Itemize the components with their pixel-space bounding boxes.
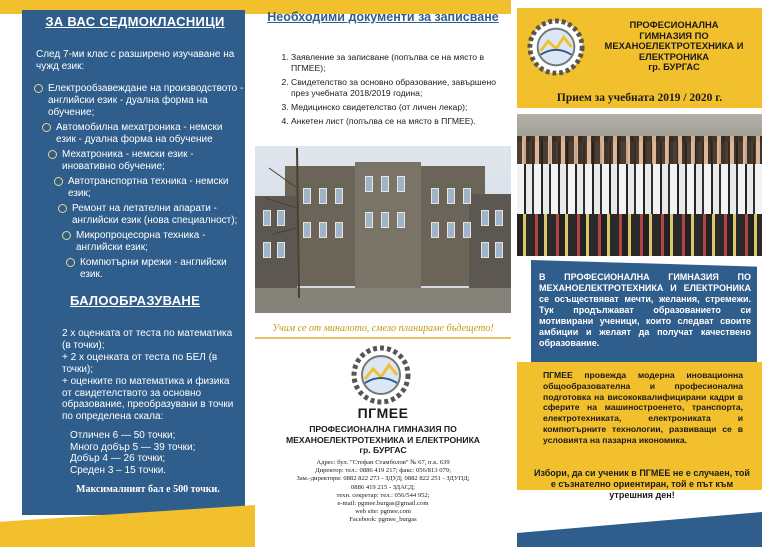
contact-line: web site: pgmee.com (355, 508, 411, 516)
document-item: 2. Свидетелство за основно образование, завършено през учебната 2018/2019 година; (291, 77, 505, 99)
program-item: Ремонт на летателни апарати - английски език (нова специалност); (26, 203, 244, 227)
document-item: 1. Заявление за записване (попълва се на място в ПГМЕЕ); (291, 52, 505, 74)
right-bottom-stripe (517, 512, 762, 547)
contact-line: e-mail: pgmee.burgas@gmail.com (337, 500, 429, 508)
building-image (285, 166, 485, 286)
middle-panel (255, 0, 511, 547)
circle-bullet-icon (54, 177, 63, 186)
scoring-rule: + оценките по математика и физика от свидетелството за основно образование, преобразувани в точки по определена скала: (62, 376, 234, 422)
contact-line: Директор: тел.: 0886 419 217; факс: 056/813 079; (315, 467, 451, 475)
tree-image (259, 148, 307, 298)
document-item: 4. Анкетен лист (попълва се на място в ПГМЕЕ). (291, 116, 505, 127)
slogan-text: Учим се от миналото, смело планираме бъдещето! (255, 319, 511, 339)
grade-scale (26, 430, 244, 476)
program-item: Микропроцесорна техника - английски език; (26, 230, 244, 254)
school-abbreviation: ПГМЕЕ (357, 405, 409, 421)
contact-line: Зам.-директори: 0882 822 273 - ЗДУД; 0882 822 251 - ЗДУПД; (296, 475, 470, 483)
school-title: ПРОФЕСИОНАЛНА ГИМНАЗИЯ ПО МЕХАНОЕЛЕКТРОТЕХНИКА И ЕЛЕКТРОНИКА гр. БУРГАС (604, 19, 744, 73)
closing-text: Избори, да си ученик в ПГМЕЕ не е случаен, той е съзнателно ориентиран, той е път към утрешния ден! (534, 468, 750, 500)
grade-scale-item: Среден 3 – 15 точки. (70, 464, 167, 476)
school-logo-icon (527, 18, 585, 76)
grade-scale-item: Добър 4 — 26 точки; (70, 453, 166, 464)
students-group-photo (517, 114, 762, 256)
scoring-title: БАЛООБРАЗУВАНЕ (69, 293, 201, 308)
seventh-graders-title: ЗА ВАС СЕДМОКЛАСНИЦИ (45, 14, 225, 29)
left-panel (0, 0, 255, 547)
program-item: Компютърни мрежи - английски език. (26, 257, 244, 281)
circle-bullet-icon (66, 258, 75, 267)
max-points-text: Максималният бал е 500 точки. (76, 484, 220, 495)
documents-list (275, 52, 505, 130)
contact-line: техн. секретар: тел.: 056/544 952; (336, 491, 430, 499)
contact-info (255, 459, 511, 525)
scoring-rules (26, 328, 244, 422)
program-item: Мехатроника - немски език - иновативно обучение; (26, 149, 244, 173)
grade-scale-item: Отличен 6 — 50 точки; (70, 430, 176, 441)
circle-bullet-icon (48, 150, 57, 159)
program-item: Електрообзавеждане на производството - английски език - дуална форма на обучение; (26, 83, 244, 119)
mission-paragraph: ПГМЕЕ провежда модерна иновационна общообразователна и професионална подготовка на висококвалифицирани кадри в сферите на машиностроенето, транспорта, електротехниката, електрониката и компютърните технологии, развиващи се в условията на пазарна икономика. (543, 370, 743, 445)
program-item: Автотранспортна техника - немски език; (26, 176, 244, 200)
circle-bullet-icon (62, 231, 71, 240)
right-panel (511, 0, 768, 547)
school-name: ПРОФЕСИОНАЛНА ГИМНАЗИЯ ПО МЕХАНОЕЛЕКТРОТЕХНИКА И ЕЛЕКТРОНИКА гр. БУРГАС (285, 424, 481, 455)
scoring-rule: + 2 х оценката от теста по БЕЛ (в точки); (62, 352, 218, 375)
school-building-photo (255, 146, 511, 313)
circle-bullet-icon (34, 84, 43, 93)
intro-text: След 7-ми клас с разширено изучаване на чужд език: (36, 49, 235, 72)
admission-year: Прием за учебната 2019 / 2020 г. (556, 92, 723, 104)
document-item: 3. Медицинско свидетелство (от личен лекар); (291, 102, 505, 113)
school-logo-icon (351, 345, 411, 405)
circle-bullet-icon (42, 123, 51, 132)
programs-list (26, 83, 244, 281)
documents-title: Необходими документи за записване (267, 10, 499, 24)
contact-line: 0886 419 215 - ЗДАСД; (351, 483, 415, 491)
contact-line: Адрес: бул. "Стефан Стамболов" № 67, п.к. 639 (316, 459, 450, 466)
scoring-rule: 2 х оценката от теста по математика (в точки); (62, 328, 233, 351)
left-content (26, 14, 244, 496)
contact-line: Facebook: pgmee_burgas (349, 516, 417, 524)
intro-paragraph: В ПРОФЕСИОНАЛНА ГИМНАЗИЯ ПО МЕХАНОЕЛЕКТРОТЕХНИКА И ЕЛЕКТРОНИКА се осъществяват мечти, желания, стремежи. Тук продължават образованието си мотивирани ученици, които следват своите амбиции и желаят да получат качествено образование. (539, 272, 751, 348)
circle-bullet-icon (58, 204, 67, 213)
program-item: Автомобилна мехатроника - немски език - дуална форма на обучение (26, 122, 244, 146)
grade-scale-item: Много добър 5 — 39 точки; (70, 441, 196, 453)
